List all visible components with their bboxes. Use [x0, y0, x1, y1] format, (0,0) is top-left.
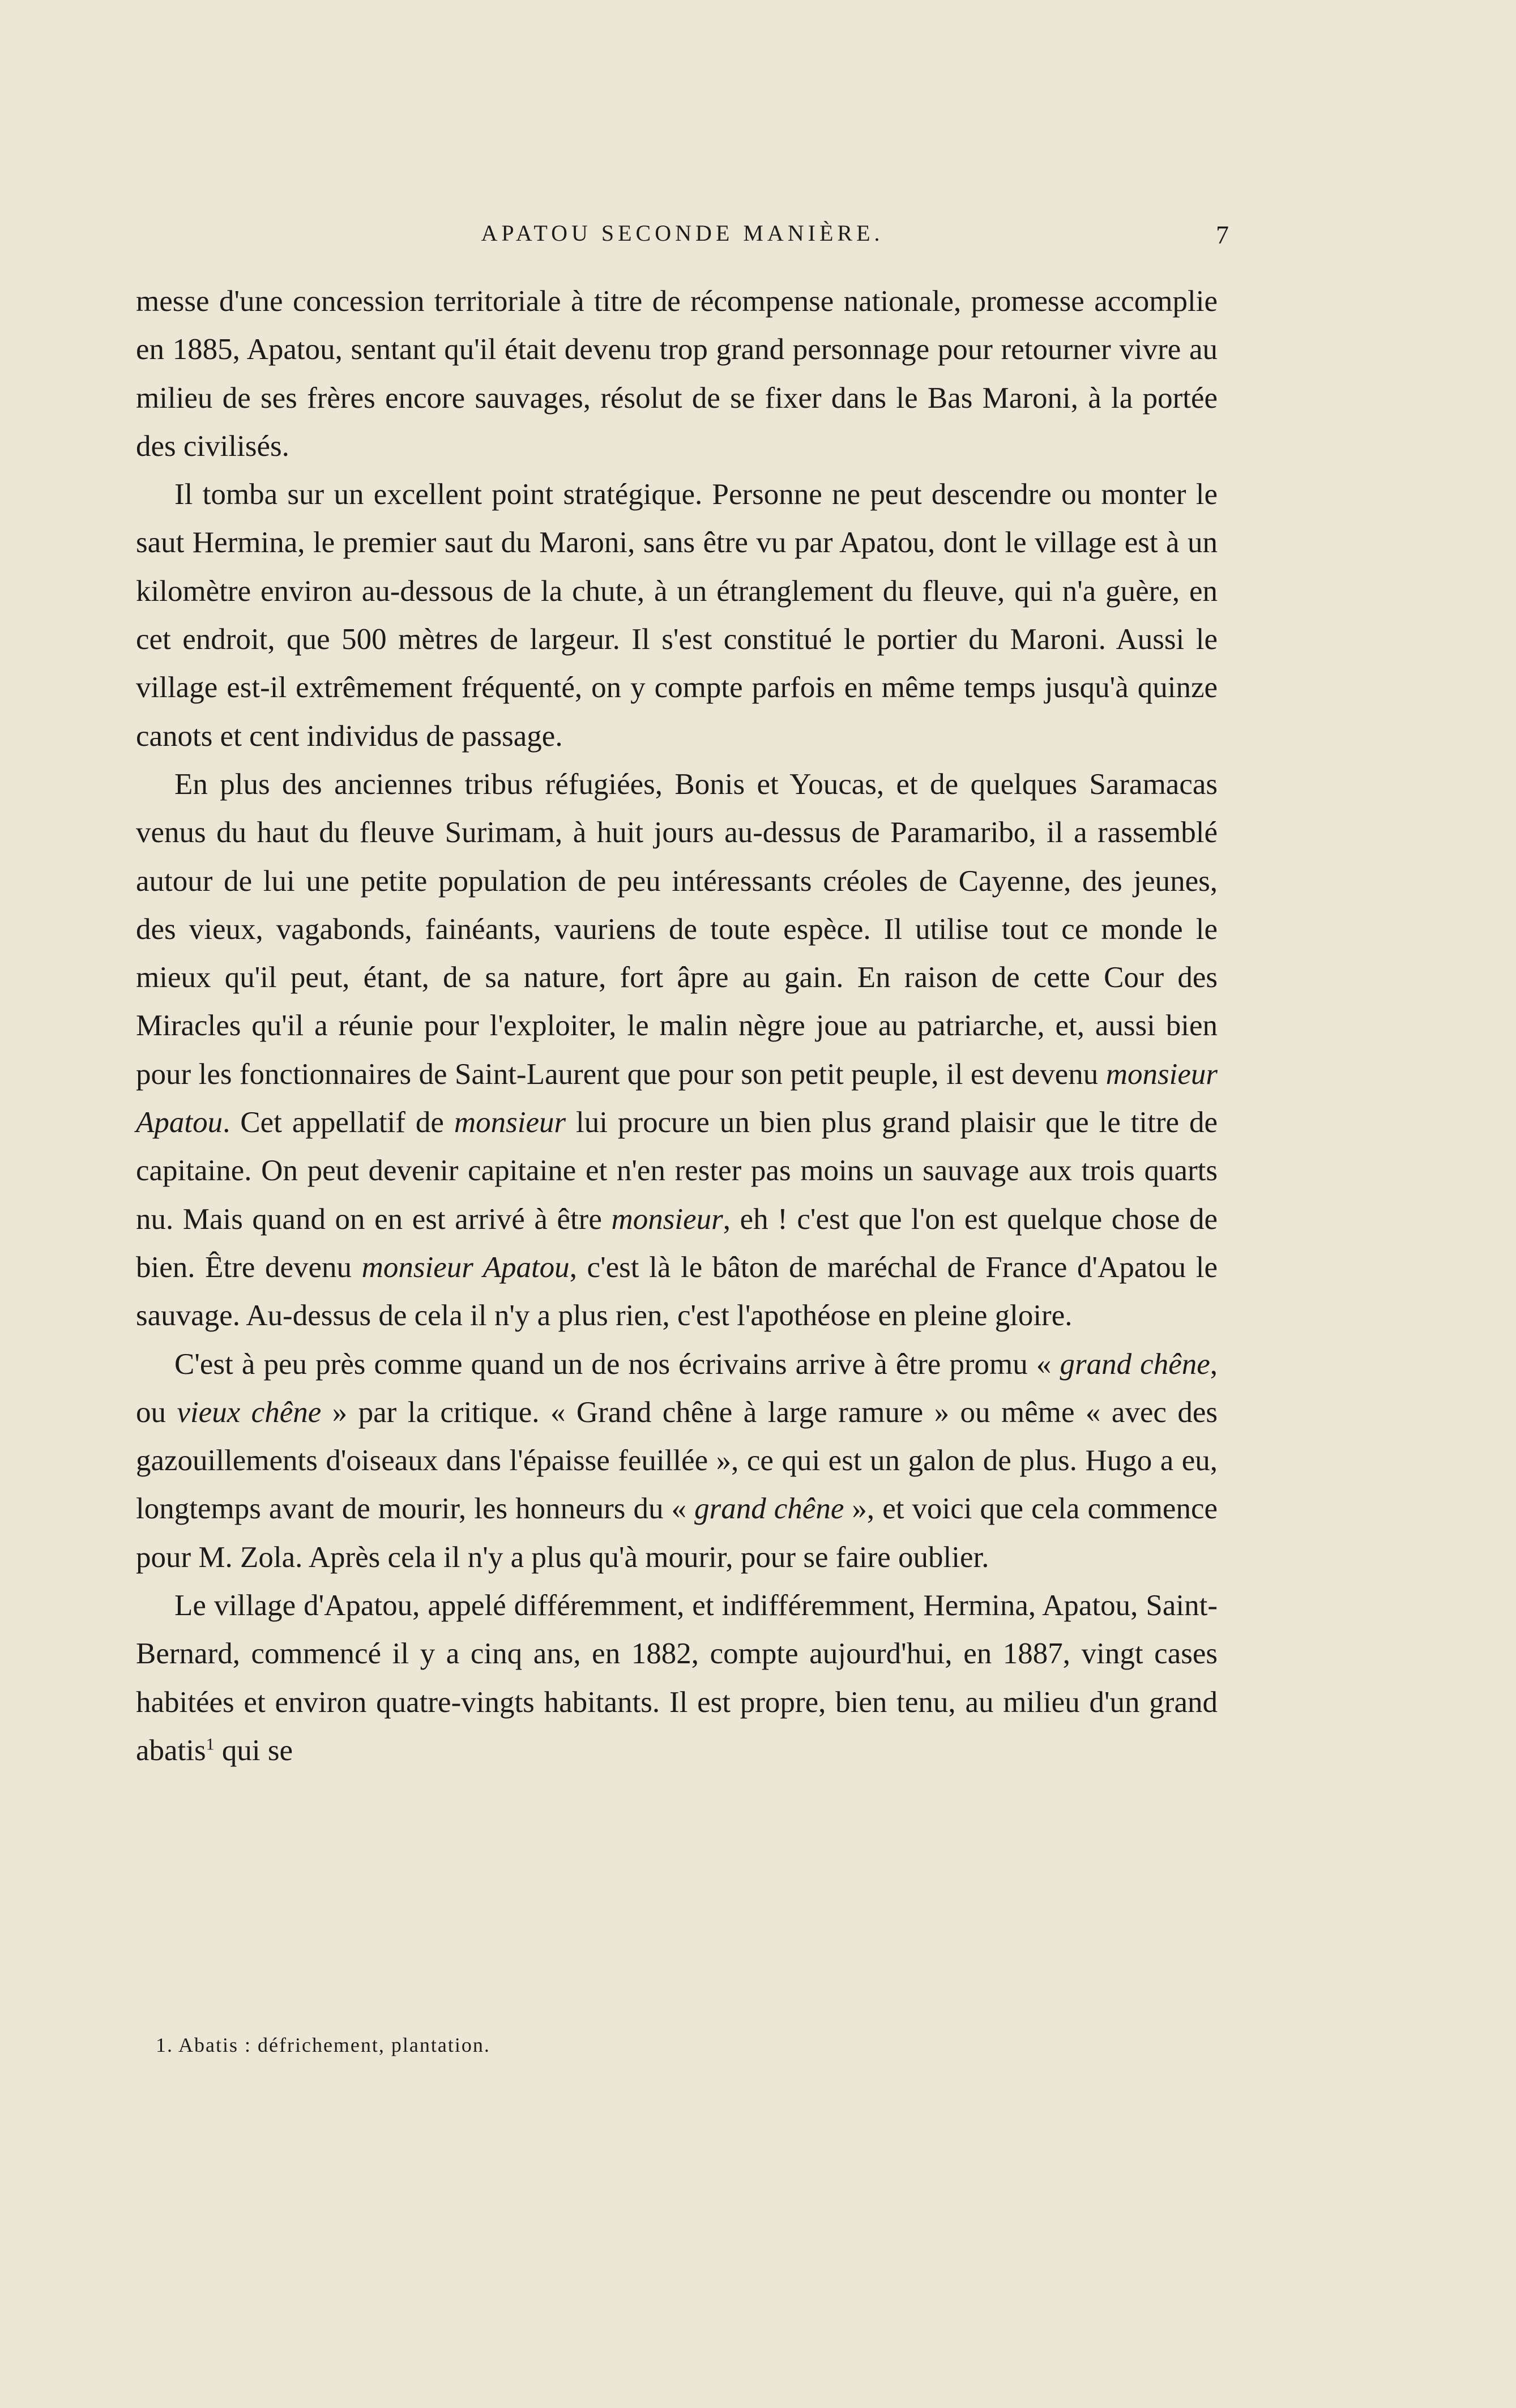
italic-text: vieux chêne [177, 1395, 322, 1429]
page-number: 7 [1216, 220, 1229, 249]
italic-text: monsieur [611, 1202, 723, 1236]
italic-text: monsieur [454, 1106, 566, 1139]
text-run: En plus des anciennes tribus réfugiées, Bonis et Youcas, et de quelques Saramacas venus du haut du fleuve Surimam, à huit jours au-dessus de Paramaribo, il a rassemblé autour de lui une petite population de peu intéressants créoles de Cayenne, des jeunes, des vieux, vagabonds, fainéants, vauriens de toute espèce. Il utilise tout ce monde le mieux qu'il peut, étant, de sa nature, fort âpre au gain. En raison de cette Cour des Miracles qu'il a réunie pour l'exploiter, le malin nègre joue au patriarche, et, aussi bien pour les fonctionnaires de Saint-Laurent que pour son petit peuple, il est devenu [136, 767, 1218, 1091]
text-run: lui procure un bien plus grand plaisir que le titre de capitaine. On peut devenir capitaine et n'en rester pas moins un sauvage aux trois quarts nu. Mais quand on en est arrivé à être [136, 1106, 1218, 1236]
footnote-reference: 1 [206, 1735, 215, 1754]
text-run: », et voici que cela commence pour M. Zola. Après cela il n'y a plus qu'à mourir, pour se faire oublier. [136, 1492, 1218, 1574]
italic-text: grand chêne [694, 1492, 844, 1526]
text-run: messe d'une concession territoriale à titre de récompense nationale, promesse accomplie en 1885, Apatou, sentant qu'il était devenu trop grand personnage pour retourner vivre au milieu de ses frères encore sauvages, résolut de se fixer dans le Bas Maroni, à la portée des civilisés. [136, 285, 1218, 463]
paragraph [136, 1582, 1218, 1775]
text-run: . Cet appellatif de [223, 1106, 454, 1139]
paragraph [136, 471, 1218, 761]
text-run: C'est à peu près comme quand un de nos écrivains arrive à être promu « [174, 1347, 1060, 1381]
footnote: 1. Abatis : défrichement, plantation. [156, 2034, 490, 2056]
text-run: , ou [136, 1347, 1218, 1429]
paragraph [136, 761, 1218, 1340]
text-run: » par la critique. « Grand chêne à large ramure » ou même « avec des gazouillements d'oiseaux dans l'épaisse feuillée », ce qui est un galon de plus. Hugo a eu, longtemps avant de mourir, les honneurs du « [136, 1395, 1218, 1526]
italic-text: monsieur Apatou [136, 1057, 1218, 1139]
text-run: Le village d'Apatou, appelé différemment, et indifféremment, Hermina, Apatou, Saint-Bernard, commencé il y a cinq ans, en 1882, compte aujourd'hui, en 1887, vingt cases habitées et environ quatre-vingts habitants. Il est propre, bien tenu, au milieu d'un grand abatis [136, 1589, 1218, 1767]
paragraph [136, 1340, 1218, 1582]
italic-text: monsieur Apatou [361, 1250, 570, 1284]
text-run: qui se [214, 1734, 293, 1767]
running-head [136, 220, 1229, 259]
text-run: Il tomba sur un excellent point stratégique. Personne ne peut descendre ou monter le saut Hermina, le premier saut du Maroni, sans être vu par Apatou, dont le village est à un kilomètre environ au-dessous de la chute, à un étranglement du fleuve, qui n'a guère, en cet endroit, que 500 mètres de largeur. Il s'est constitué le portier du Maroni. Aussi le village est-il extrêmement fréquenté, on y compte parfois en même temps jusqu'à quinze canots et cent individus de passage. [136, 478, 1218, 753]
text-run: , c'est là le bâton de maréchal de France d'Apatou le sauvage. Au-dessus de cela il n'y a plus rien, c'est l'apothéose en pleine gloire. [136, 1250, 1218, 1333]
running-title: APATOU SECONDE MANIÈRE. [481, 220, 884, 246]
body-text [136, 277, 1218, 1775]
italic-text: grand chêne [1060, 1347, 1210, 1381]
text-run: , eh ! c'est que l'on est quelque chose de bien. Être devenu [136, 1202, 1218, 1284]
paragraph [136, 277, 1218, 471]
